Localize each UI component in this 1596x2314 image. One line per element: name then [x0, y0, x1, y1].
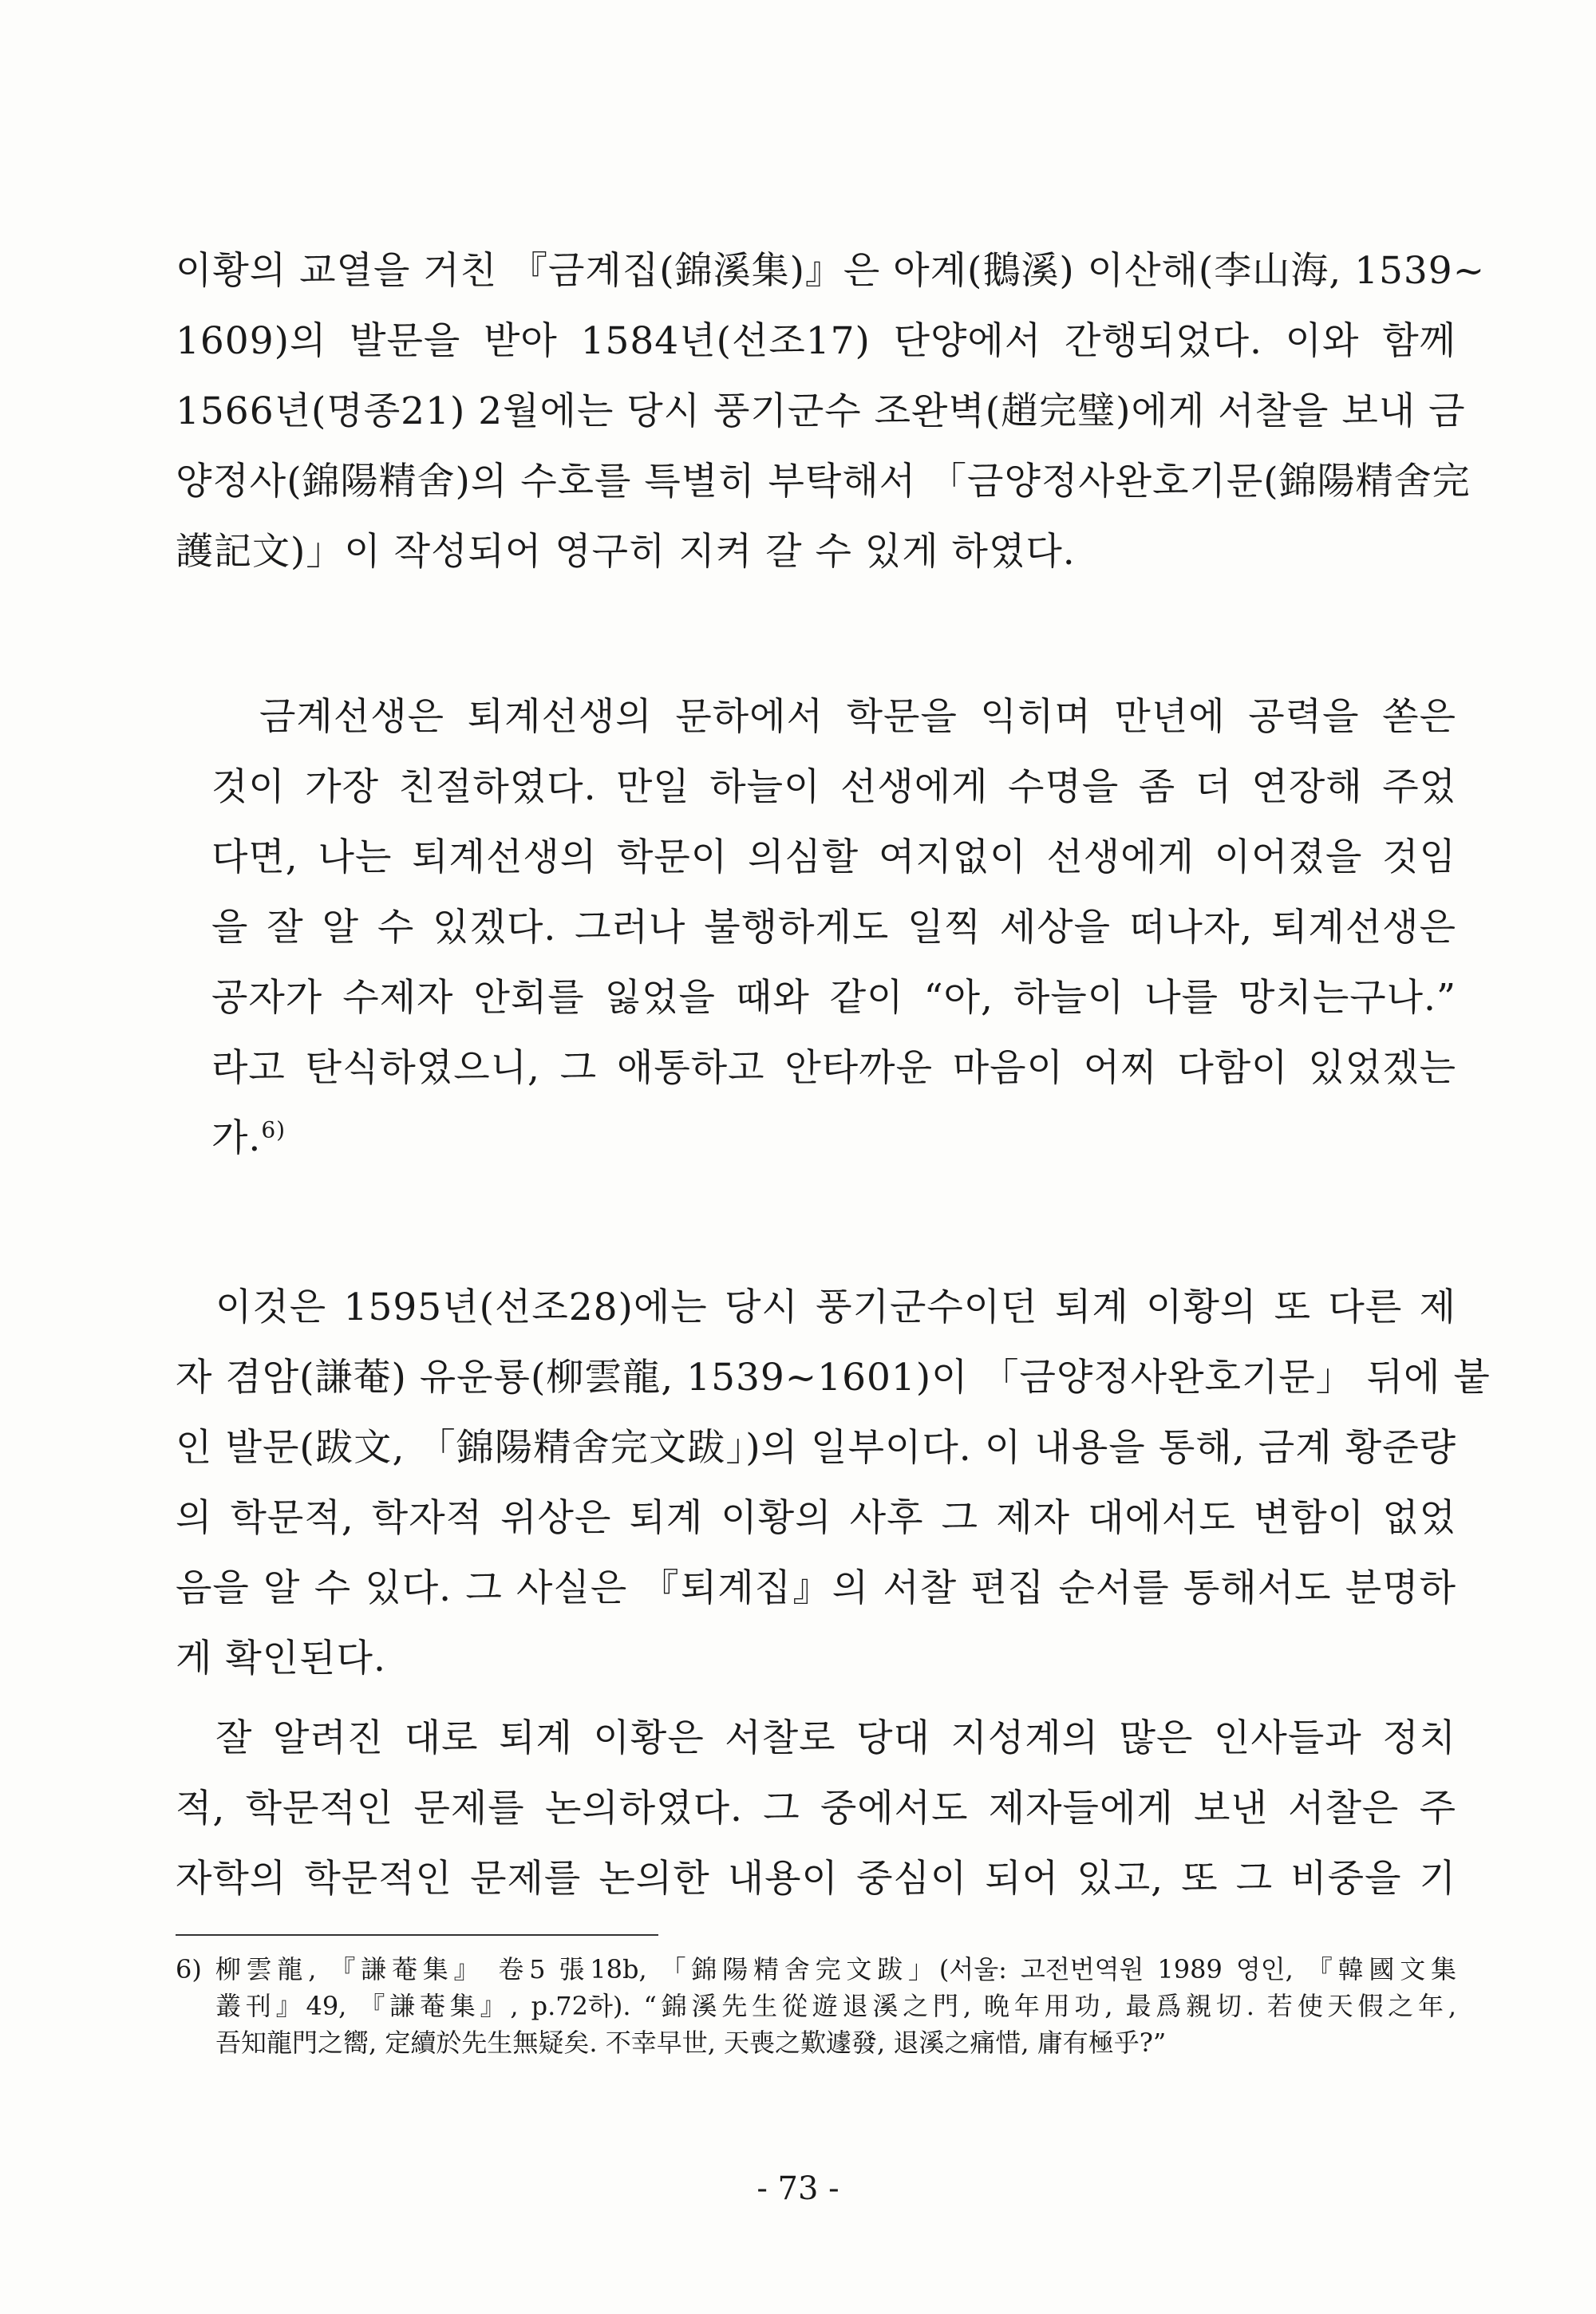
- footnote: [176, 1951, 1456, 2061]
- text-line: 음을 알 수 있다. 그 사실은 『퇴계집』의 서찰 편집 순서를 통해서도 분명하: [176, 1566, 1456, 1610]
- text-fragment: 가.: [211, 1116, 262, 1160]
- text-line: 라고 탄식하였으니, 그 애통하고 안타까운 마음이 어찌 다함이 있었겠는: [211, 1046, 1456, 1090]
- text-line: 공자가 수제자 안회를 잃었을 때와 같이 “아, 하늘이 나를 망치는구나.”: [211, 976, 1456, 1020]
- text-line: 것이 가장 친절하였다. 만일 하늘이 선생에게 수명을 좀 더 연장해 주었: [211, 765, 1456, 809]
- block-quote: [211, 682, 1456, 1174]
- text-line: 1566년(명종21) 2월에는 당시 풍기군수 조완벽(趙完璧)에게 서찰을 보내 금: [176, 389, 1466, 433]
- footnote-divider: [176, 1934, 658, 1936]
- text-line: 1609)의 발문을 받아 1584년(선조17) 단양에서 간행되었다. 이와 함께: [176, 319, 1456, 363]
- text-line: 이황의 교열을 거친 『금계집(錦溪集)』은 아계(鵝溪) 이산해(李山海, 1539~: [176, 249, 1486, 293]
- body-paragraph: [176, 1704, 1456, 1914]
- footnote-line: 6) 柳雲龍, 『謙菴集』 卷5 張18b, 「錦陽精舍完文跋」(서울: 고전번역원 1989 영인, 『韓國文集: [176, 1954, 1456, 1984]
- body-paragraph: [176, 1273, 1491, 1694]
- body-paragraph: [176, 236, 1486, 587]
- footnote-line: 叢刊』49, 『謙菴集』, p.72하). “錦溪先生從遊退溪之門, 晩年用功, 最爲親切. 若使天假之年,: [215, 1991, 1456, 2021]
- text-line: 게 확인된다.: [176, 1637, 386, 1680]
- text-line: 자학의 학문적인 문제를 논의한 내용이 중심이 되어 있고, 또 그 비중을 기: [176, 1857, 1456, 1901]
- text-line: 의 학문적, 학자적 위상은 퇴계 이황의 사후 그 제자 대에서도 변함이 없었: [176, 1496, 1456, 1540]
- text-line: 잘 알려진 대로 퇴계 이황은 서찰로 당대 지성계의 많은 인사들과 정치: [215, 1716, 1456, 1760]
- page-number: - 73 -: [757, 2170, 839, 2207]
- text-line: 이것은 1595년(선조28)에는 당시 풍기군수이던 퇴계 이황의 또 다른 제: [215, 1285, 1456, 1329]
- footnote-ref: 6): [261, 1116, 286, 1143]
- text-line: 다면, 나는 퇴계선생의 학문이 의심할 여지없이 선생에게 이어졌을 것임: [211, 835, 1456, 879]
- text-line: 을 잘 알 수 있겠다. 그러나 불행하게도 일찍 세상을 떠나자, 퇴계선생은: [211, 906, 1456, 950]
- footnote-line: 吾知龍門之嚮, 定續於先生無疑矣. 不幸早世, 天喪之歎遽發, 退溪之痛惜, 庸有極乎?”: [215, 2028, 1167, 2058]
- text-line: 금계선생은 퇴계선생의 문하에서 학문을 익히며 만년에 공력을 쏟은: [259, 695, 1456, 739]
- text-line: [211, 1104, 1456, 1174]
- text-line: 자 겸암(謙菴) 유운룡(柳雲龍, 1539~1601)이 「금양정사완호기문」 뒤에 붙: [176, 1356, 1491, 1400]
- text-line: 인 발문(跋文, 「錦陽精舍完文跋」)의 일부이다. 이 내용을 통해, 금계 황준량: [176, 1426, 1456, 1470]
- text-line: 護記文)」이 작성되어 영구히 지켜 갈 수 있게 하였다.: [176, 530, 1076, 574]
- text-line: 양정사(錦陽精舍)의 수호를 특별히 부탁해서 「금양정사완호기문(錦陽精舍完: [176, 460, 1471, 503]
- text-line: 적, 학문적인 문제를 논의하였다. 그 중에서도 제자들에게 보낸 서찰은 주: [176, 1787, 1456, 1830]
